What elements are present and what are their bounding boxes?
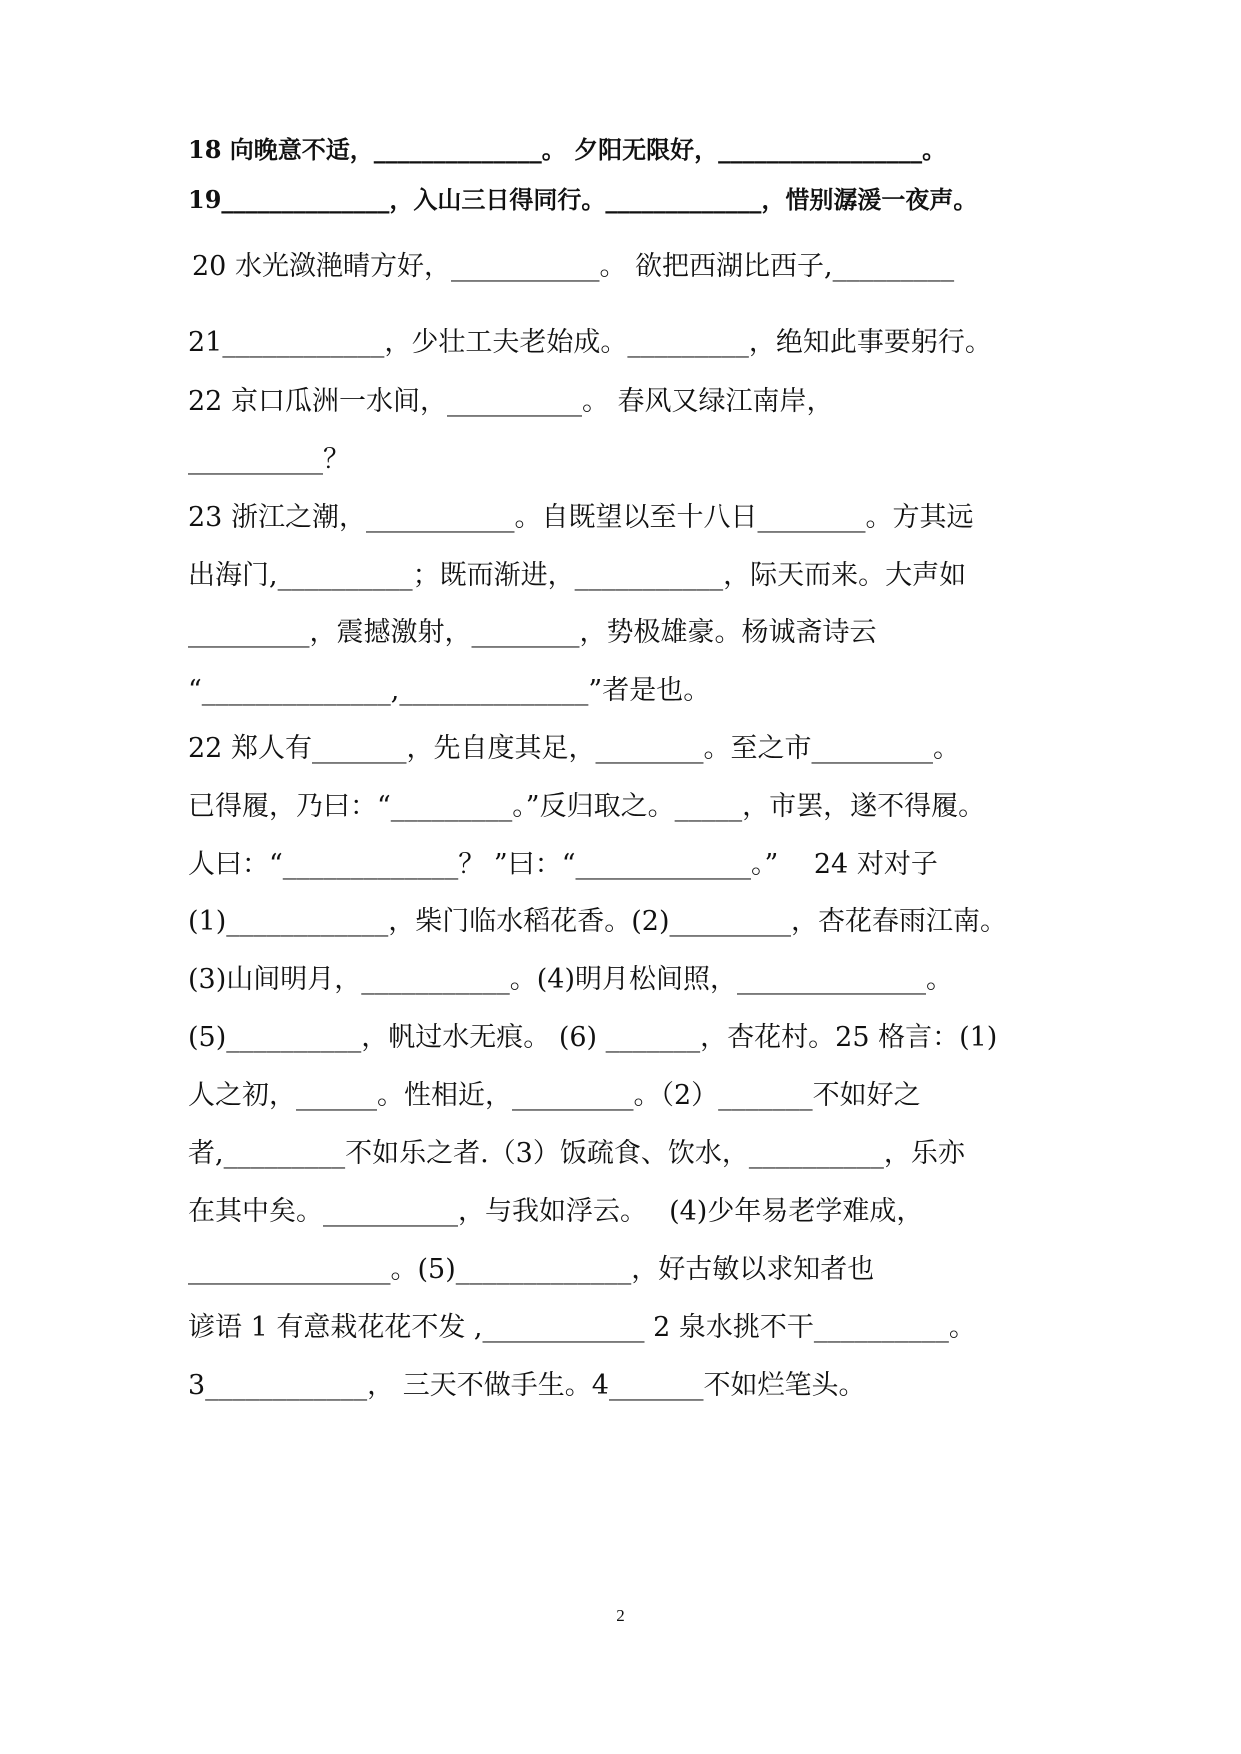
question-20: 20 水光潋滟晴方好，___________。 欲把西湖比西子,_________ (192, 251, 955, 282)
question-25-line4: _______________。(5)_____________，好古敏以求知者也 (188, 1254, 875, 1285)
question-22b-line3: 人曰：“_____________？ ”曰：“_____________。” 24 对对子 (188, 849, 938, 880)
question-24-line3: (5)__________，帆过水无痕。 (6) _______，杏花村。25 格言：(1) (188, 1022, 998, 1053)
question-23-line4: “______________,______________”者是也。 (188, 675, 711, 706)
question-22b-line2: 已得履，乃曰：“_________。”反归取之。_____，市罢，遂不得履。 (188, 791, 986, 822)
question-23-line1: 23 浙江之潮，___________。自既望以至十八日________。方其远 (188, 502, 974, 533)
question-18: 18 向晚意不适，______________。 夕阳无限好，_________________。 (188, 135, 947, 164)
question-22a-cont: __________？ (188, 444, 350, 475)
question-25-line3: 在其中矣。__________，与我如浮云。 (4)少年易老学难成， (188, 1196, 924, 1227)
page-number: 2 (616, 1606, 625, 1625)
question-23-line3: _________，震撼激射，________，势极雄豪。杨诚斋诗云 (188, 617, 877, 648)
question-22a: 22 京口瓜洲一水间，__________。 春风又绿江南岸， (188, 386, 834, 417)
question-23-line2: 出海门,__________；既而渐进，___________，际天而来。大声如 (188, 560, 967, 591)
proverbs-line1: 谚语 1 有意栽花花不发 ,____________ 2 泉水挑不干__________。 (188, 1312, 976, 1343)
question-24-line2: (3)山间明月，___________。(4)明月松间照，______________。 (188, 964, 953, 995)
question-25-line2: 者,_________不如乐之者.（3）饭疏食、饮水，__________，乐亦 (188, 1138, 965, 1169)
proverbs-line2: 3____________， 三天不做手生。4_______不如烂笔头。 (188, 1370, 866, 1401)
question-21: 21____________，少壮工夫老始成。_________，绝知此事要躬行。 (188, 327, 992, 358)
question-24-line1: (1)____________，柴门临水稻花香。(2)_________，杏花春雨江南。 (188, 906, 1007, 937)
question-19: 19______________，入山三日得同行。_____________，惜别潺湲一夜声。 (188, 185, 978, 214)
question-25-line1: 人之初，______。性相近，_________。（2）_______不如好之 (188, 1080, 921, 1111)
question-22b-line1: 22 郑人有_______，先自度其足，________。至之市_________。 (188, 733, 960, 764)
